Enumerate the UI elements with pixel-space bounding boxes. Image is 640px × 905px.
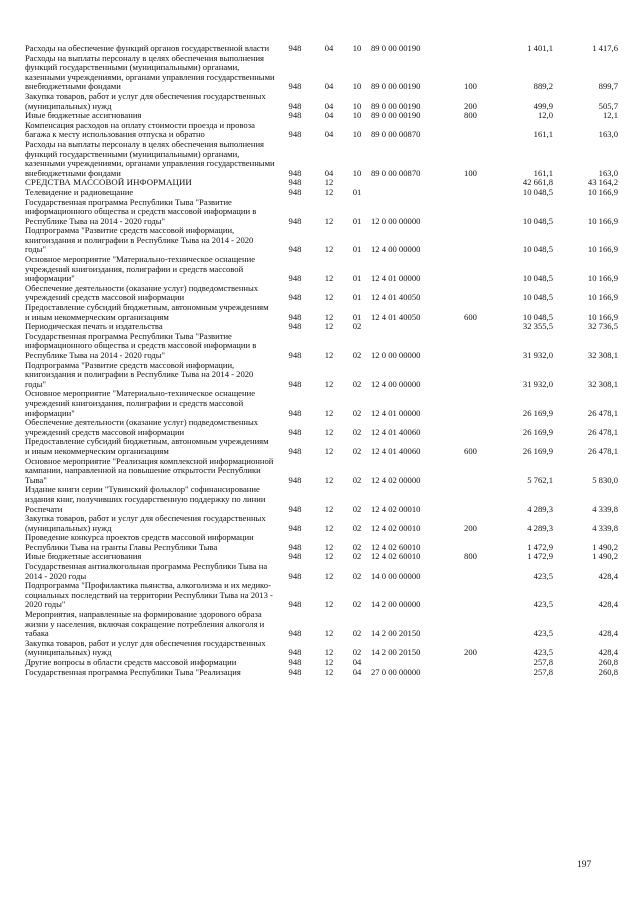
table-row [25,514,618,533]
row-name: Расходы на выплаты персоналу в целях обеспечения выполнения функций государственными (муниципальными) органами, казенными учреждениями, органами управления государственными внебюджетными фондами [25,139,275,178]
ministry-code: 948 [288,474,302,485]
subsection-code: 04 [352,658,362,667]
table-row [25,610,618,639]
amount-year-2: 26 478,1 [587,445,618,456]
expense-type-code [453,668,488,678]
row-name: Другие вопросы в области средств массовой информации [25,658,237,667]
row-name: Закупка товаров, работ и услуг для обеспечения государственных (муниципальных) нужд [25,91,266,111]
subsection-code: 02 [352,552,362,562]
amount-year-1: 26 169,9 [522,426,553,437]
target-article-code: 12 4 02 60010 [371,552,421,562]
subsection-code: 01 [352,311,362,322]
section-code: 12 [324,311,334,322]
ministry-code: 948 [288,129,302,140]
ministry-code: 948 [288,426,302,437]
section-code: 04 [324,44,334,53]
amount-year-1: 31 932,0 [522,378,553,389]
section-code: 12 [324,407,334,418]
table-row [25,178,618,188]
amount-year-2: 10 166,9 [587,273,618,284]
subsection-code: 02 [352,541,362,552]
table-row [25,581,618,610]
amount-year-1: 1 472,9 [527,541,553,552]
table-row [25,188,618,198]
table-row [25,284,618,303]
ministry-code: 948 [288,503,302,514]
table-row [25,255,618,284]
subsection-code: 02 [352,599,362,610]
section-code: 12 [324,244,334,255]
subsection-code: 01 [352,187,362,197]
amount-year-1: 4 289,3 [527,503,553,514]
ministry-code: 948 [288,244,302,255]
target-article-code: 14 2 00 20150 [371,647,421,658]
section-code: 12 [324,658,334,667]
target-article-code: 12 4 01 00000 [371,273,421,284]
amount-year-2: 899,7 [598,81,618,92]
ministry-code: 948 [288,570,302,581]
ministry-code: 948 [288,407,302,418]
amount-year-2: 10 166,9 [587,187,618,197]
expense-type-code [453,562,488,581]
amount-year-1: 42 661,8 [522,178,553,188]
amount-year-2: 428,4 [598,628,618,639]
ministry-code: 948 [288,667,302,677]
subsection-code: 02 [352,647,362,658]
target-article-code: 89 0 00 00190 [371,44,421,53]
table-row [25,332,618,361]
ministry-code: 948 [288,378,302,389]
row-name: Периодическая печать и издательства [25,322,163,332]
subsection-code: 10 [352,111,362,121]
budget-rows [25,44,618,677]
amount-year-2: 32 308,1 [587,378,618,389]
row-name: Государственная программа Республики Тыва "Развитие информационного общества и средств массовой информации в Республике Тыва на 2014 - 2020 годы" [25,197,257,226]
ministry-code: 948 [288,81,302,92]
row-name: Расходы на обеспечение функций органов государственной власти [25,44,270,53]
amount-year-1: 1 401,1 [527,44,553,53]
row-name: Основное мероприятие "Реализация комплексной информационной кампании, направленной на повышение открытости Республики Тыва" [25,456,274,485]
table-row [25,361,618,390]
row-name: Расходы на выплаты персоналу в целях обеспечения выполнения функций государственными (муниципальными) органами, казенными учреждениями, органами управления государственными внебюджетными фондами [25,53,275,92]
section-code: 12 [324,570,334,581]
subsection-code: 01 [352,215,362,226]
row-name: Проведение конкурса проектов средств массовой информации Республики Тыва на гранты Главы Республики Тыва [25,533,254,552]
amount-year-2: 10 166,9 [587,311,618,322]
section-code: 12 [324,552,334,562]
subsection-code: 02 [352,503,362,514]
subsection-code: 10 [352,129,362,140]
row-name: Основное мероприятие "Материально-техническое оснащение учреждений книгоиздания, полиграфии и средств массовой информации" [25,255,256,284]
subsection-code: 10 [352,100,362,111]
subsection-code: 02 [352,378,362,389]
ministry-code: 948 [288,445,302,456]
expense-type-code: 200 [464,522,477,533]
amount-year-2: 43 164,2 [587,178,618,188]
ministry-code: 948 [288,647,302,658]
section-code: 12 [324,378,334,389]
row-name: Государственная программа Республики Тыва "Развитие информационного общества и средств массовой информации в Республике Тыва на 2014 - 2020 годы" [25,331,257,360]
ministry-code: 948 [288,311,302,322]
section-code: 12 [324,273,334,284]
amount-year-2: 32 736,5 [587,322,618,332]
expense-type-code [453,389,488,418]
expense-type-code [453,658,488,668]
amount-year-2: 4 339,8 [592,522,618,533]
expense-type-code: 600 [464,311,477,322]
amount-year-1: 423,5 [533,599,553,610]
row-name: Иные бюджетные ассигнования [25,111,142,121]
row-name: Подпрограмма "Развитие средств массовой информации, книгоиздания и полиграфии в Республике Тыва на 2014 - 2020 годы" [25,226,254,255]
amount-year-2: 12,1 [602,111,618,121]
target-article-code: 12 4 02 00000 [371,474,421,485]
amount-year-1: 499,9 [533,100,553,111]
table-row [25,552,618,562]
row-name: Мероприятия, направленные на формирование здорового образа жизни у населения, включая сокращение потребления алкоголя и табака [25,610,265,639]
subsection-code: 01 [352,292,362,303]
amount-year-1: 423,5 [533,570,553,581]
target-article-code: 89 0 00 00190 [371,100,421,111]
amount-year-2: 505,7 [598,100,618,111]
table-row [25,322,618,332]
section-code: 12 [324,647,334,658]
row-name: Телевидение и радиовещание [25,187,134,197]
expense-type-code: 200 [464,647,477,658]
ministry-code: 948 [288,273,302,284]
section-code: 12 [324,178,334,188]
amount-year-2: 4 339,8 [592,503,618,514]
amount-year-1: 257,8 [533,658,553,667]
section-code: 04 [324,81,334,92]
subsection-code: 01 [352,244,362,255]
section-code: 12 [324,322,334,332]
amount-year-1: 889,2 [533,81,553,92]
target-article-code: 12 4 00 00000 [371,244,421,255]
expense-type-code [453,418,488,437]
subsection-code: 01 [352,273,362,284]
amount-year-1: 32 355,5 [522,322,553,332]
row-name: Государственная антиалкогольная программа Республики Тыва на 2014 - 2020 годы [25,562,268,581]
expense-type-code [453,121,488,140]
target-article-code [371,322,453,332]
amount-year-2: 26 478,1 [587,407,618,418]
table-row [25,226,618,255]
section-code: 12 [324,426,334,437]
target-article-code: 89 0 00 00870 [371,167,421,178]
row-name: Компенсация расходов на оплату стоимости проезда и провоза багажа к месту использования отпуска и обратно [25,120,255,140]
amount-year-2: 26 478,1 [587,426,618,437]
table-row [25,44,618,54]
ministry-code: 948 [288,111,302,121]
expense-type-code [453,457,488,486]
table-row [25,198,618,227]
expense-type-code [453,485,488,514]
subsection-code: 02 [352,350,362,360]
subsection-code: 10 [352,81,362,92]
amount-year-1: 10 048,5 [522,187,553,197]
expense-type-code [453,533,488,552]
amount-year-1: 12,0 [537,111,553,121]
row-name: Государственная программа Республики Тыва "Реализация [25,667,241,677]
target-article-code: 12 4 00 00000 [371,378,421,389]
ministry-code: 948 [288,322,302,332]
ministry-code: 948 [288,167,302,178]
amount-year-2: 428,4 [598,647,618,658]
amount-year-2: 1 490,2 [592,552,618,562]
expense-type-code [453,322,488,332]
table-row [25,639,618,658]
ministry-code: 948 [288,215,302,226]
expense-type-code: 100 [464,81,477,92]
amount-year-1: 10 048,5 [522,215,553,226]
ministry-code: 948 [288,187,302,197]
ministry-code: 948 [288,599,302,610]
section-code: 04 [324,167,334,178]
subsection-code: 10 [352,167,362,178]
amount-year-1: 5 762,1 [527,474,553,485]
section-code: 12 [324,215,334,226]
subsection-code: 02 [352,474,362,485]
page-number: 197 [577,860,592,870]
table-row [25,457,618,486]
target-article-code: 12 4 02 00010 [371,503,421,514]
section-code: 12 [324,292,334,303]
table-row [25,121,618,140]
amount-year-2: 10 166,9 [587,292,618,303]
target-article-code: 12 0 00 00000 [371,350,421,360]
amount-year-1: 31 932,0 [522,350,553,360]
ministry-code: 948 [288,350,302,360]
target-article-code: 12 4 02 60010 [371,541,421,552]
row-name: Иные бюджетные ассигнования [25,552,142,562]
subsection-code: 10 [352,44,362,53]
target-article-code: 14 2 00 00000 [371,599,421,610]
section-code: 12 [324,667,334,677]
amount-year-1: 423,5 [533,647,553,658]
target-article-code: 12 0 00 00000 [371,215,421,226]
amount-year-1: 10 048,5 [522,273,553,284]
expense-type-code [453,332,488,361]
table-row [25,437,618,456]
ministry-code: 948 [288,522,302,533]
subsection-code: 02 [352,322,362,332]
row-name: Обеспечение деятельности (оказание услуг) подведомственных учреждений средств массовой информации [25,283,259,303]
target-article-code: 12 4 01 40060 [371,426,421,437]
amount-year-2: 260,8 [598,667,618,677]
expense-type-code: 100 [464,167,477,178]
target-article-code: 12 4 02 00010 [371,522,421,533]
ministry-code: 948 [288,292,302,303]
section-code: 12 [324,474,334,485]
table-row [25,485,618,514]
section-code: 04 [324,111,334,121]
amount-year-1: 1 472,9 [527,552,553,562]
amount-year-2: 428,4 [598,570,618,581]
amount-year-1: 161,1 [533,167,553,178]
table-row [25,140,618,178]
target-article-code: 12 4 01 40050 [371,292,421,303]
subsection-code: 02 [352,407,362,418]
amount-year-1: 10 048,5 [522,311,553,322]
subsection-code: 02 [352,628,362,639]
subsection-code: 02 [352,426,362,437]
target-article-code [371,178,453,188]
expense-type-code [453,581,488,610]
ministry-code: 948 [288,541,302,552]
ministry-code: 948 [288,552,302,562]
target-article-code [371,188,453,198]
table-row [25,92,618,111]
expense-type-code: 600 [464,445,477,456]
amount-year-1: 26 169,9 [522,407,553,418]
amount-year-1: 10 048,5 [522,292,553,303]
amount-year-2: 1 417,6 [592,44,618,53]
table-row [25,418,618,437]
expense-type-code: 800 [464,111,477,121]
amount-year-1: 423,5 [533,628,553,639]
expense-type-code [453,226,488,255]
target-article-code: 89 0 00 00190 [371,81,421,92]
row-name: Закупка товаров, работ и услуг для обеспечения государственных (муниципальных) нужд [25,514,266,533]
expense-type-code [453,284,488,303]
row-name: Подпрограмма "Развитие средств массовой информации, книгоиздания и полиграфии в Республике Тыва на 2014 - 2020 годы" [25,360,254,389]
ministry-code: 948 [288,628,302,639]
target-article-code: 89 0 00 00190 [371,111,421,121]
target-article-code: 12 4 01 40060 [371,445,421,456]
target-article-code: 14 2 00 20150 [371,628,421,639]
row-name: Закупка товаров, работ и услуг для обеспечения государственных (муниципальных) нужд [25,638,266,658]
target-article-code [371,658,453,668]
row-name: Издание книги серии "Тувинский фольклор" софинансирование издания книг, получивших государственную поддержку по линии Роспечати [25,485,266,514]
expense-type-code: 800 [464,552,477,562]
expense-type-code [453,610,488,639]
target-article-code: 27 0 00 00000 [371,667,421,677]
subsection-code [343,178,371,188]
row-name: Предоставление субсидий бюджетным, автономным учреждениям и иным некоммерческим организациям [25,303,269,322]
target-article-code: 12 4 01 00000 [371,407,421,418]
amount-year-2: 10 166,9 [587,244,618,255]
section-code: 12 [324,350,334,360]
ministry-code: 948 [288,178,302,188]
table-row [25,658,618,668]
table-row [25,54,618,92]
section-code: 12 [324,628,334,639]
amount-year-2: 163,0 [598,129,618,140]
row-name: Обеспечение деятельности (оказание услуг) подведомственных учреждений средств массовой информации [25,418,259,437]
amount-year-2: 5 830,0 [592,474,618,485]
amount-year-2: 10 166,9 [587,215,618,226]
target-article-code: 89 0 00 00870 [371,129,421,140]
expense-type-code [453,198,488,227]
target-article-code: 12 4 01 40050 [371,311,421,322]
amount-year-2: 260,8 [598,658,618,667]
ministry-code: 948 [288,100,302,111]
expense-type-code: 200 [464,100,477,111]
row-name: Предоставление субсидий бюджетным, автономным учреждениям и иным некоммерческим организациям [25,437,269,456]
subsection-code: 02 [352,522,362,533]
row-name: Подпрограмма "Профилактика пьянства, алкоголизма и их медико-социальных последствий на территории Республики Тыва на 2013 - 2020 годы" [25,581,273,610]
ministry-code: 948 [288,658,302,667]
row-name: СРЕДСТВА МАССОВОЙ ИНФОРМАЦИИ [25,178,192,188]
section-code: 12 [324,522,334,533]
expense-type-code [453,178,488,188]
table-row [25,111,618,121]
table-row [25,668,618,678]
amount-year-2: 1 490,2 [592,541,618,552]
subsection-code: 02 [352,570,362,581]
table-row [25,533,618,552]
table-row [25,303,618,322]
amount-year-2: 428,4 [598,599,618,610]
ministry-code: 948 [288,44,302,53]
amount-year-1: 4 289,3 [527,522,553,533]
subsection-code: 04 [352,667,362,677]
section-code: 12 [324,599,334,610]
expense-type-code [453,44,488,54]
section-code: 12 [324,445,334,456]
amount-year-1: 10 048,5 [522,244,553,255]
amount-year-2: 32 308,1 [587,350,618,360]
expense-type-code [453,255,488,284]
section-code: 12 [324,187,334,197]
amount-year-1: 161,1 [533,129,553,140]
section-code: 12 [324,503,334,514]
target-article-code: 14 0 00 00000 [371,570,421,581]
section-code: 04 [324,100,334,111]
budget-table [25,44,618,677]
expense-type-code [453,188,488,198]
table-row [25,389,618,418]
amount-year-2: 163,0 [598,167,618,178]
subsection-code: 02 [352,445,362,456]
section-code: 04 [324,129,334,140]
amount-year-1: 257,8 [533,667,553,677]
amount-year-1: 26 169,9 [522,445,553,456]
section-code: 12 [324,541,334,552]
row-name: Основное мероприятие "Материально-техническое оснащение учреждений книгоиздания, полиграфии и средств массовой информации" [25,389,256,418]
expense-type-code [453,361,488,390]
table-row [25,562,618,581]
